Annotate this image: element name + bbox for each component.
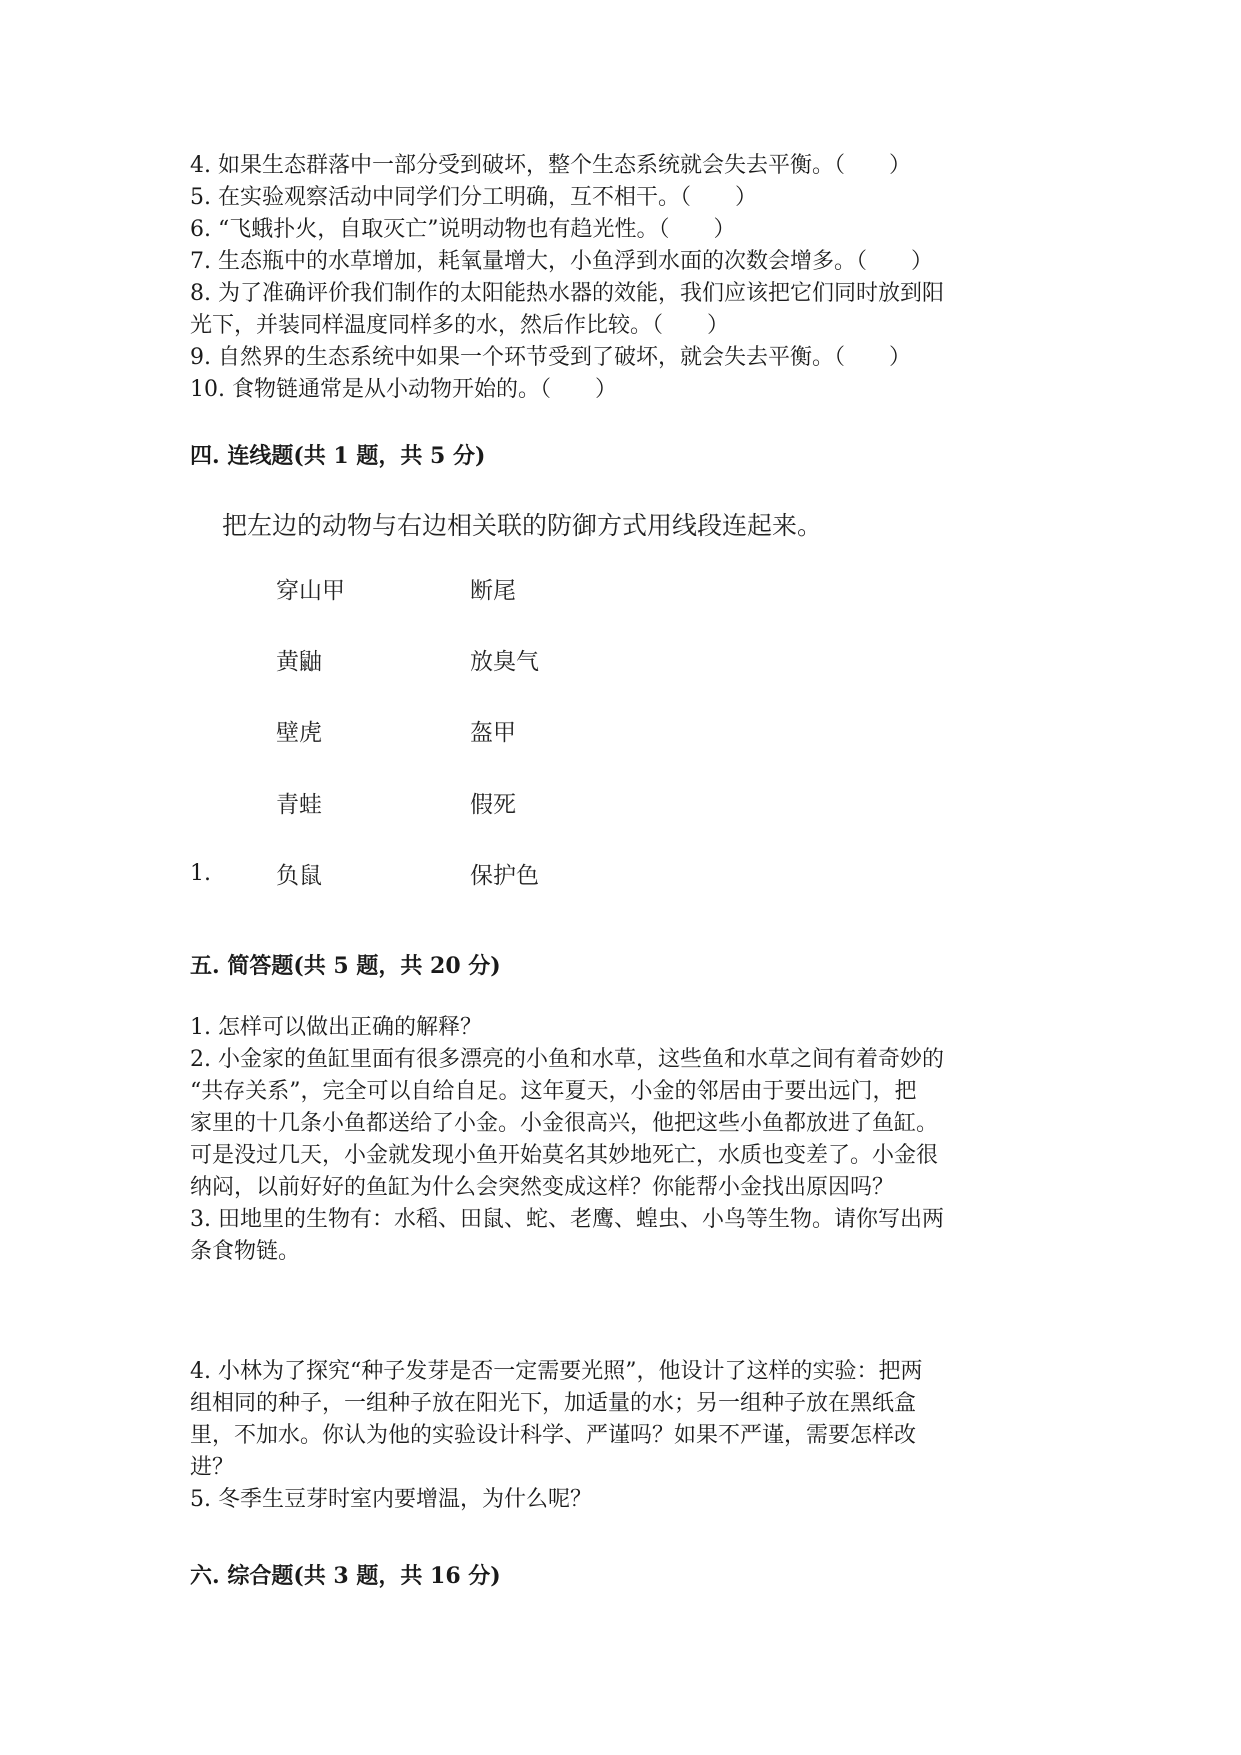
- left-item: 负鼠: [276, 863, 322, 889]
- section-heading: 五. 简答题(共 5 题，共 20 分): [190, 953, 501, 979]
- right-item: 假死: [470, 792, 516, 818]
- answer-line: 纳闷，以前好好的鱼缸为什么会突然变成这样？你能帮小金找出原因吗？: [190, 1175, 895, 1200]
- judgment-item: 4. 如果生态群落中一部分受到破坏，整个生态系统就会失去平衡。（ ）: [190, 153, 911, 178]
- answer-line: 条食物链。: [190, 1239, 301, 1264]
- answer-line: 可是没过几天，小金就发现小鱼开始莫名其妙地死亡，水质也变差了。小金很: [190, 1143, 939, 1168]
- judgment-item: 5. 在实验观察活动中同学们分工明确，互不相干。（ ）: [190, 185, 757, 210]
- answer-line: 3. 田地里的生物有：水稻、田鼠、蛇、老鹰、蝗虫、小鸟等生物。请你写出两: [190, 1207, 944, 1232]
- section-heading: 六. 综合题(共 3 题，共 16 分): [190, 1563, 501, 1589]
- judgment-item: 7. 生态瓶中的水草增加，耗氧量增大，小鱼浮到水面的次数会增多。（ ）: [190, 249, 933, 274]
- left-item: 黄鼬: [276, 649, 322, 675]
- section-heading: 四. 连线题(共 1 题，共 5 分): [190, 443, 486, 469]
- question-number: 1.: [190, 861, 211, 886]
- judgment-item: 10. 食物链通常是从小动物开始的。（ ）: [190, 377, 617, 402]
- answer-line: 2. 小金家的鱼缸里面有很多漂亮的小鱼和水草，这些鱼和水草之间有着奇妙的: [190, 1047, 944, 1072]
- answer-line: 家里的十几条小鱼都送给了小金。小金很高兴，他把这些小鱼都放进了鱼缸。: [190, 1111, 939, 1136]
- judgment-item: 8. 为了准确评价我们制作的太阳能热水器的效能，我们应该把它们同时放到阳: [190, 281, 944, 306]
- left-item: 青蛙: [276, 792, 322, 818]
- answer-line: 进？: [190, 1455, 235, 1480]
- right-item: 断尾: [470, 578, 516, 604]
- answer-line: 5. 冬季生豆芽时室内要增温，为什么呢？: [190, 1487, 592, 1512]
- answer-line: 4. 小林为了探究“种子发芽是否一定需要光照”，他设计了这样的实验：把两: [190, 1359, 923, 1384]
- left-item: 穿山甲: [276, 578, 345, 604]
- right-item: 放臭气: [470, 649, 539, 675]
- matching-exercise: [190, 490, 910, 910]
- matching-instruction: 把左边的动物与右边相关联的防御方式用线段连起来。: [222, 511, 823, 540]
- left-item: 壁虎: [276, 720, 322, 746]
- right-item: 保护色: [470, 863, 539, 889]
- judgment-item: 光下，并装同样温度同样多的水，然后作比较。（ ）: [190, 313, 730, 338]
- answer-line: 组相同的种子，一组种子放在阳光下，加适量的水；另一组种子放在黑纸盒: [190, 1391, 917, 1416]
- judgment-item: 9. 自然界的生态系统中如果一个环节受到了破坏，就会失去平衡。（ ）: [190, 345, 911, 370]
- answer-line: “共存关系”，完全可以自给自足。这年夏天，小金的邻居由于要出远门，把: [190, 1079, 917, 1104]
- answer-line: 1. 怎样可以做出正确的解释？: [190, 1015, 482, 1040]
- right-item: 盔甲: [470, 720, 516, 746]
- answer-line: 里，不加水。你认为他的实验设计科学、严谨吗？如果不严谨，需要怎样改: [190, 1423, 917, 1448]
- judgment-item: 6. “飞蛾扑火，自取灭亡”说明动物也有趋光性。（ ）: [190, 217, 736, 242]
